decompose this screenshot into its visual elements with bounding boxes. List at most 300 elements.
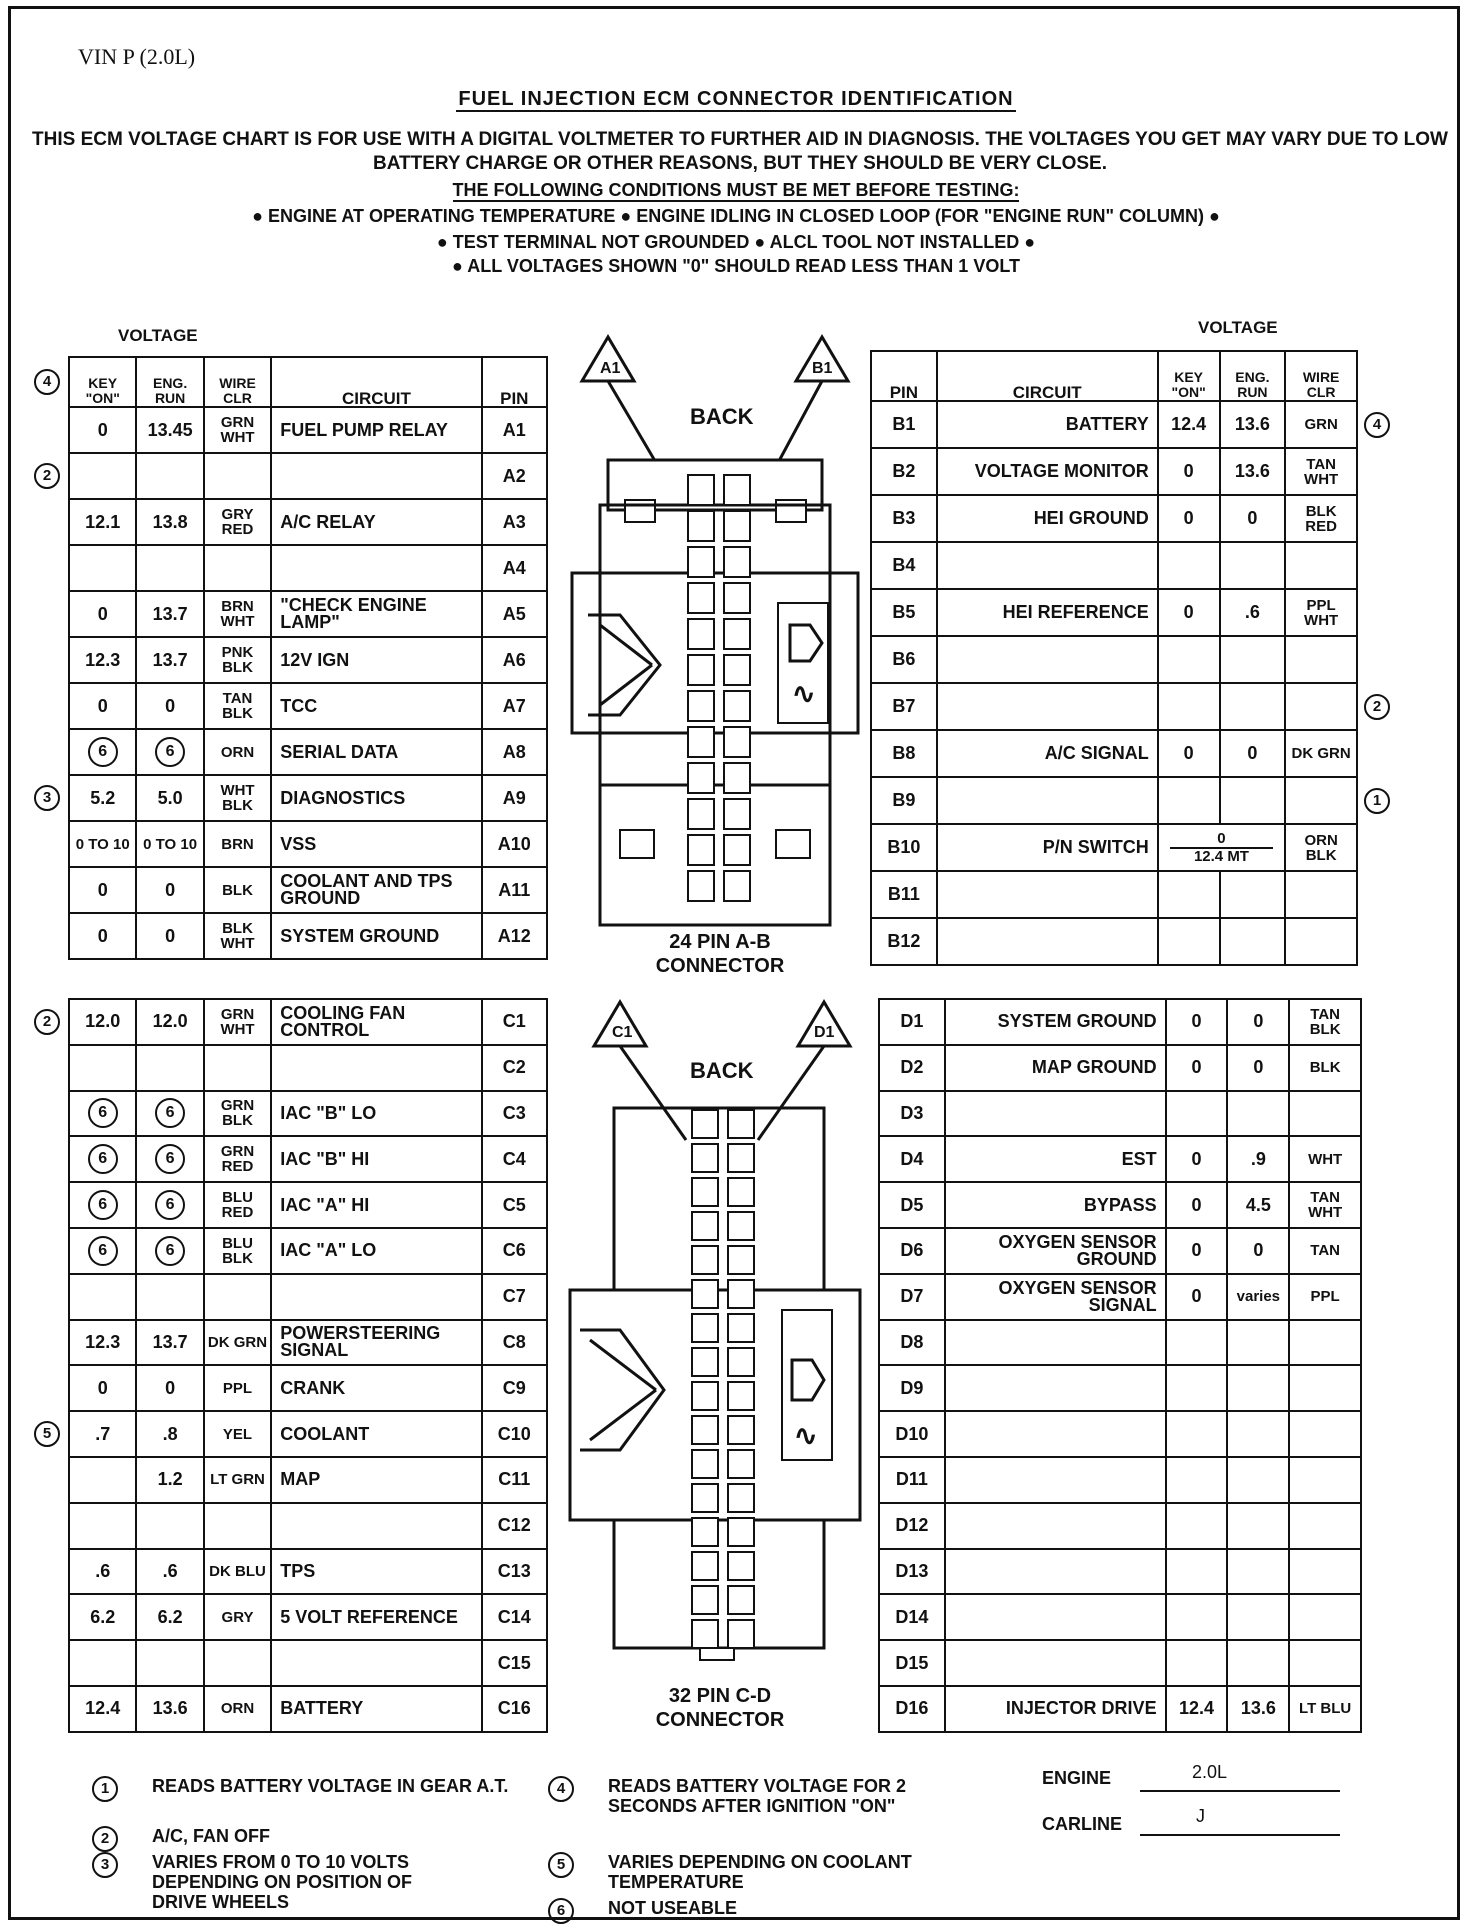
circuit-name: DIAGNOSTICS	[271, 775, 481, 821]
pin-id: A9	[482, 775, 547, 821]
footnote-ref-marker: 4	[1364, 412, 1390, 438]
voltage-header-right: VOLTAGE	[1198, 318, 1278, 337]
table-d-pins	[878, 998, 1362, 1733]
key-on-value	[1166, 1457, 1228, 1503]
table-row	[879, 1411, 1361, 1457]
wire-color	[1285, 777, 1357, 824]
eng-run-value	[1227, 1457, 1289, 1503]
eng-run-value	[1227, 1640, 1289, 1686]
eng-run-value: .6	[136, 1549, 203, 1595]
pin-id: B12	[871, 918, 937, 965]
table-row	[69, 453, 547, 499]
footnote-ref-marker: 2	[34, 463, 60, 489]
wire-color	[1289, 1594, 1361, 1640]
connector-pin-cavity	[724, 547, 750, 577]
eng-run-value	[1227, 1091, 1289, 1137]
circuit-name: SYSTEM GROUND	[271, 913, 481, 959]
table-row	[69, 545, 547, 591]
key-on-value	[69, 1274, 136, 1320]
wire-color: TAN WHT	[1285, 448, 1357, 495]
pin-id: A7	[482, 683, 547, 729]
eng-run-value	[1220, 683, 1286, 730]
key-on-value: 0	[1158, 448, 1220, 495]
eng-run-value	[136, 1640, 203, 1686]
connector-pin-cavity	[692, 1450, 718, 1478]
eng-run-value: 0	[1227, 999, 1289, 1045]
footnote-ref-marker: 4	[34, 369, 60, 395]
pin-id: D1	[879, 999, 945, 1045]
circuit-name	[945, 1320, 1166, 1366]
connector-cd-back-label: BACK	[690, 1058, 754, 1083]
table-row	[69, 1320, 547, 1366]
circuit-name: 5 VOLT REFERENCE	[271, 1594, 481, 1640]
key-on-value	[69, 1182, 136, 1228]
circuit-name	[937, 636, 1158, 683]
condition-line-3: ● ALL VOLTAGES SHOWN "0" SHOULD READ LESS THAN 1 VOLT	[452, 256, 1020, 276]
pin-id: D8	[879, 1320, 945, 1366]
table-row	[879, 1549, 1361, 1595]
pin-id: D11	[879, 1457, 945, 1503]
footnote-1: 1 READS BATTERY VOLTAGE IN GEAR A.T.	[92, 1776, 512, 1796]
circuit-name	[945, 1091, 1166, 1137]
connector-pin-cavity	[728, 1382, 754, 1410]
connector-cd-tag-c1: C1	[612, 1024, 633, 1041]
table-row	[871, 824, 1357, 871]
table-row	[871, 683, 1357, 730]
pin-id: A4	[482, 545, 547, 591]
wire-color: BLK	[1289, 1045, 1361, 1091]
wire-color: GRY	[204, 1594, 271, 1640]
key-on-value: 0	[69, 1365, 136, 1411]
table-c-pins	[68, 998, 548, 1733]
wire-color: PPL	[1289, 1274, 1361, 1320]
footnote-6: 6 NOT USEABLE	[548, 1898, 968, 1918]
wire-color	[204, 1503, 271, 1549]
condition-line-2: ● TEST TERMINAL NOT GROUNDED ● ALCL TOOL NOT INSTALLED ●	[436, 232, 1036, 252]
key-on-value	[69, 729, 136, 775]
circuit-name	[945, 1594, 1166, 1640]
not-useable-marker: 6	[155, 1144, 185, 1174]
table-row	[69, 1182, 547, 1228]
header-wire-clr: WIRE CLR	[1285, 351, 1357, 401]
connector-pin-cavity	[724, 655, 750, 685]
wire-color: BLK	[204, 867, 271, 913]
wire-color: DK BLU	[204, 1549, 271, 1595]
circuit-name: "CHECK ENGINE LAMP"	[271, 591, 481, 637]
connector-pin-cavity	[688, 727, 714, 757]
connector-pin-cavity	[728, 1518, 754, 1546]
pin-id: A10	[482, 821, 547, 867]
key-on-value	[1158, 918, 1220, 965]
not-useable-marker: 6	[155, 1098, 185, 1128]
circuit-name	[945, 1457, 1166, 1503]
connector-pin-cavity	[692, 1314, 718, 1342]
connector-pin-cavity	[728, 1586, 754, 1614]
wire-color: ORN	[204, 1686, 271, 1732]
connector-pin-cavity	[728, 1416, 754, 1444]
circuit-name: OXYGEN SENSOR SIGNAL	[945, 1274, 1166, 1320]
footnote-ref-marker: 2	[1364, 694, 1390, 720]
header-circuit: CIRCUIT	[937, 351, 1158, 401]
table-row	[879, 1594, 1361, 1640]
eng-run-value: 0	[1227, 1045, 1289, 1091]
wire-color	[204, 545, 271, 591]
table-row	[69, 1457, 547, 1503]
key-on-value: 5.2	[69, 775, 136, 821]
connector-pin-cavity	[692, 1144, 718, 1172]
table-row	[871, 495, 1357, 542]
connector-pin-cavity	[692, 1178, 718, 1206]
wire-color	[1285, 918, 1357, 965]
table-row	[69, 1136, 547, 1182]
key-on-value	[69, 453, 136, 499]
key-on-value: 0	[1158, 495, 1220, 542]
connector-pin-cavity	[728, 1280, 754, 1308]
connector-pin-cavity	[728, 1178, 754, 1206]
pin-id: B2	[871, 448, 937, 495]
connector-pin-cavity	[728, 1314, 754, 1342]
table-row	[879, 1136, 1361, 1182]
circuit-name: OXYGEN SENSOR GROUND	[945, 1228, 1166, 1274]
connector-pin-cavity	[688, 763, 714, 793]
connector-ab-label: 24 PIN A-B CONNECTOR	[655, 931, 785, 977]
key-on-value: 0	[69, 913, 136, 959]
key-on-value	[1166, 1320, 1228, 1366]
wire-color: PPL WHT	[1285, 589, 1357, 636]
connector-pin-cavity	[692, 1212, 718, 1240]
connector-cd-diagram	[560, 990, 870, 1710]
circuit-name	[937, 777, 1158, 824]
table-b-pins	[870, 350, 1358, 966]
circuit-name	[937, 683, 1158, 730]
wire-color: PNK BLK	[204, 637, 271, 683]
wire-color	[204, 1045, 271, 1091]
table-row	[69, 1365, 547, 1411]
eng-run-value	[1227, 1594, 1289, 1640]
pin-id: C2	[482, 1045, 547, 1091]
eng-run-value: 12.0	[136, 999, 203, 1045]
pin-id: B6	[871, 636, 937, 683]
wire-color	[1289, 1091, 1361, 1137]
connector-pin-cavity	[724, 691, 750, 721]
key-on-value: 12.3	[69, 1320, 136, 1366]
key-on-value	[69, 1136, 136, 1182]
eng-run-value: 13.6	[136, 1686, 203, 1732]
table-row	[871, 542, 1357, 589]
table-row	[69, 683, 547, 729]
circuit-name: COOLING FAN CONTROL	[271, 999, 481, 1045]
pin-id: D10	[879, 1411, 945, 1457]
connector-cd-tag-d1: D1	[814, 1024, 835, 1041]
connector-pin-cavity	[724, 763, 750, 793]
page-title: FUEL INJECTION ECM CONNECTOR IDENTIFICATION	[458, 88, 1014, 110]
key-on-value	[1158, 542, 1220, 589]
circuit-name: TPS	[271, 1549, 481, 1595]
wire-color: TAN WHT	[1289, 1182, 1361, 1228]
connector-pin-cavity	[728, 1348, 754, 1376]
connector-pin-cavity	[688, 475, 714, 505]
engine-value: 2.0L	[1192, 1762, 1228, 1782]
pin-id: A1	[482, 407, 547, 453]
eng-run-value: varies	[1227, 1274, 1289, 1320]
table-row	[69, 867, 547, 913]
connector-pin-cavity	[688, 655, 714, 685]
connector-pin-cavity	[692, 1280, 718, 1308]
connector-ab-tag-a1: A1	[600, 360, 621, 377]
wire-color	[1289, 1411, 1361, 1457]
connector-pin-cavity	[688, 619, 714, 649]
connector-pin-cavity	[692, 1484, 718, 1512]
eng-run-value: 1.2	[136, 1457, 203, 1503]
pin-id: C16	[482, 1686, 547, 1732]
pin-id: B10	[871, 824, 937, 871]
circuit-name	[945, 1365, 1166, 1411]
table-row	[879, 1045, 1361, 1091]
eng-run-value	[1220, 777, 1286, 824]
wire-color	[1285, 636, 1357, 683]
key-on-value	[1158, 636, 1220, 683]
pin-id: C3	[482, 1091, 547, 1137]
wire-color: PPL	[204, 1365, 271, 1411]
circuit-name: HEI GROUND	[937, 495, 1158, 542]
wire-color	[1289, 1503, 1361, 1549]
key-on-value	[69, 545, 136, 591]
pin-id: B11	[871, 871, 937, 918]
footnote-2: 2 A/C, FAN OFF	[92, 1826, 512, 1846]
circuit-name: IAC "A" HI	[271, 1182, 481, 1228]
circuit-name	[271, 1640, 481, 1686]
pin-id: D12	[879, 1503, 945, 1549]
connector-pin-cavity	[692, 1518, 718, 1546]
connector-pin-cavity	[688, 511, 714, 541]
not-useable-marker: 6	[88, 737, 118, 767]
not-useable-marker: 6	[88, 1144, 118, 1174]
eng-run-value: .6	[1220, 589, 1286, 636]
connector-pin-cavity	[728, 1552, 754, 1580]
table-row	[69, 407, 547, 453]
wire-color	[204, 1640, 271, 1686]
pin-id: A3	[482, 499, 547, 545]
key-on-value: 0	[69, 591, 136, 637]
circuit-name: BATTERY	[271, 1686, 481, 1732]
wire-color	[1289, 1457, 1361, 1503]
pin-id: D9	[879, 1365, 945, 1411]
pin-id: C9	[482, 1365, 547, 1411]
circuit-name: MAP GROUND	[945, 1045, 1166, 1091]
header-circuit: CIRCUIT	[271, 357, 481, 407]
table-row	[69, 1686, 547, 1732]
pin-id: D7	[879, 1274, 945, 1320]
footnote-4: 4 READS BATTERY VOLTAGE FOR 2 SECONDS AFTER IGNITION "ON"	[548, 1776, 968, 1816]
circuit-name	[271, 1503, 481, 1549]
pin-id: A2	[482, 453, 547, 499]
eng-run-value: 5.0	[136, 775, 203, 821]
circuit-name: COOLANT AND TPS GROUND	[271, 867, 481, 913]
connector-pin-cavity	[728, 1212, 754, 1240]
circuit-name: MAP	[271, 1457, 481, 1503]
condition-line-1: ● ENGINE AT OPERATING TEMPERATURE ● ENGINE IDLING IN CLOSED LOOP (FOR "ENGINE RUN" COLUMN) ●	[252, 206, 1220, 226]
eng-run-value: 12.4 MT	[1193, 847, 1249, 865]
circuit-name: EST	[945, 1136, 1166, 1182]
wire-color: LT BLU	[1289, 1686, 1361, 1732]
carline-value: J	[1196, 1806, 1205, 1826]
eng-run-value: 13.7	[136, 1320, 203, 1366]
wire-color: BLU BLK	[204, 1228, 271, 1274]
header-wire-clr: WIRE CLR	[204, 357, 271, 407]
table-row	[879, 1503, 1361, 1549]
key-on-value: 0 TO 10	[69, 821, 136, 867]
not-useable-marker: 6	[88, 1236, 118, 1266]
footnote-ref-marker: 1	[1364, 788, 1390, 814]
wire-color	[204, 453, 271, 499]
pin-id: B1	[871, 401, 937, 448]
circuit-name: INJECTOR DRIVE	[945, 1686, 1166, 1732]
pn-switch-voltage	[1158, 824, 1286, 871]
key-on-value	[69, 1640, 136, 1686]
connector-pin-cavity	[724, 619, 750, 649]
wire-color: BLK RED	[1285, 495, 1357, 542]
wire-color: GRN BLK	[204, 1091, 271, 1137]
circuit-name: A/C RELAY	[271, 499, 481, 545]
wire-color	[1289, 1549, 1361, 1595]
table-row	[879, 1457, 1361, 1503]
table-row	[879, 1365, 1361, 1411]
connector-pin-cavity	[724, 835, 750, 865]
eng-run-value	[1227, 1320, 1289, 1366]
table-row	[879, 1320, 1361, 1366]
pin-id: C12	[482, 1503, 547, 1549]
table-row	[871, 589, 1357, 636]
eng-run-value: .9	[1227, 1136, 1289, 1182]
connector-pin-cavity	[692, 1110, 718, 1138]
wire-color: WHT BLK	[204, 775, 271, 821]
table-row	[69, 1503, 547, 1549]
key-on-value: 0	[1158, 589, 1220, 636]
table-row	[879, 1228, 1361, 1274]
eng-run-value	[1227, 1549, 1289, 1595]
pin-id: D13	[879, 1549, 945, 1595]
eng-run-value	[136, 1136, 203, 1182]
connector-pin-cavity	[692, 1348, 718, 1376]
circuit-name	[945, 1503, 1166, 1549]
voltage-header-left: VOLTAGE	[118, 326, 198, 345]
wire-color: GRN WHT	[204, 407, 271, 453]
key-on-value: 0	[1166, 1045, 1228, 1091]
connector-pin-cavity	[692, 1416, 718, 1444]
table-row	[69, 591, 547, 637]
table-row	[879, 999, 1361, 1045]
wire-color: GRN RED	[204, 1136, 271, 1182]
table-row	[879, 1091, 1361, 1137]
key-on-value: 0	[1166, 999, 1228, 1045]
carline-underline	[1140, 1834, 1340, 1836]
not-useable-marker: 6	[155, 1190, 185, 1220]
key-on-value	[69, 1045, 136, 1091]
header-eng-run: ENG. RUN	[1220, 351, 1286, 401]
circuit-name: IAC "B" HI	[271, 1136, 481, 1182]
key-on-value	[69, 1457, 136, 1503]
table-row	[871, 871, 1357, 918]
connector-pin-cavity	[688, 799, 714, 829]
svg-text:∿: ∿	[792, 678, 816, 709]
table-row	[69, 1594, 547, 1640]
conditions-heading: THE FOLLOWING CONDITIONS MUST BE MET BEFORE TESTING:	[452, 180, 1020, 200]
eng-run-value	[136, 453, 203, 499]
wire-color: BLK WHT	[204, 913, 271, 959]
circuit-name: TCC	[271, 683, 481, 729]
connector-ab-tag-b1: B1	[812, 360, 833, 377]
circuit-name	[271, 1045, 481, 1091]
table-row	[871, 636, 1357, 683]
connector-pin-cavity	[724, 511, 750, 541]
eng-run-value	[1220, 542, 1286, 589]
table-row	[871, 730, 1357, 777]
circuit-name: SYSTEM GROUND	[945, 999, 1166, 1045]
table-row	[69, 1228, 547, 1274]
table-a-body	[69, 407, 547, 959]
table-row	[69, 821, 547, 867]
connector-ab-back-label: BACK	[690, 404, 754, 429]
connector-pin-cavity	[688, 547, 714, 577]
table-row	[69, 1640, 547, 1686]
pin-id: C1	[482, 999, 547, 1045]
eng-run-value	[136, 1503, 203, 1549]
connector-pin-cavity	[692, 1382, 718, 1410]
circuit-name: A/C SIGNAL	[937, 730, 1158, 777]
wire-color: DK GRN	[1285, 730, 1357, 777]
eng-run-value	[1227, 1503, 1289, 1549]
wire-color: BLU RED	[204, 1182, 271, 1228]
eng-run-value	[1220, 918, 1286, 965]
key-on-value	[1166, 1365, 1228, 1411]
circuit-name: HEI REFERENCE	[937, 589, 1158, 636]
pin-id: D15	[879, 1640, 945, 1686]
table-row	[69, 913, 547, 959]
pin-id: C8	[482, 1320, 547, 1366]
eng-run-value	[136, 1274, 203, 1320]
pin-id: A11	[482, 867, 547, 913]
intro-text: THIS ECM VOLTAGE CHART IS FOR USE WITH A DIGITAL VOLTMETER TO FURTHER AID IN DIAGNOSIS. THE VOLTAGES YOU GET MAY VARY DUE TO LOW BATTERY CHARGE OR OTHER REASONS, BUT THEY SHOULD BE VERY CLOSE.	[32, 129, 1448, 174]
key-on-value: .6	[69, 1549, 136, 1595]
key-on-value	[69, 1503, 136, 1549]
table-row	[879, 1686, 1361, 1732]
table-row	[69, 775, 547, 821]
key-on-value: 12.4	[69, 1686, 136, 1732]
pin-id: A5	[482, 591, 547, 637]
eng-run-value	[136, 729, 203, 775]
engine-underline	[1140, 1790, 1340, 1792]
vin-label: VIN P (2.0L)	[78, 44, 196, 69]
connector-pin-cavity	[724, 583, 750, 613]
footnote-ref-marker: 3	[34, 785, 60, 811]
key-on-value	[69, 1091, 136, 1137]
eng-run-value: 0	[1220, 495, 1286, 542]
circuit-name	[937, 542, 1158, 589]
table-row	[871, 918, 1357, 965]
eng-run-value	[136, 1091, 203, 1137]
eng-run-value: 0 TO 10	[136, 821, 203, 867]
footnote-ref-marker: 5	[34, 1421, 60, 1447]
circuit-name: VOLTAGE MONITOR	[937, 448, 1158, 495]
wire-color: DK GRN	[204, 1320, 271, 1366]
eng-run-value: 13.6	[1220, 448, 1286, 495]
header-pin: PIN	[482, 357, 547, 407]
header-key-on: KEY "ON"	[1158, 351, 1220, 401]
header-key-on: KEY "ON"	[69, 357, 136, 407]
wire-color: WHT	[1289, 1136, 1361, 1182]
eng-run-value	[1220, 871, 1286, 918]
table-row	[69, 637, 547, 683]
